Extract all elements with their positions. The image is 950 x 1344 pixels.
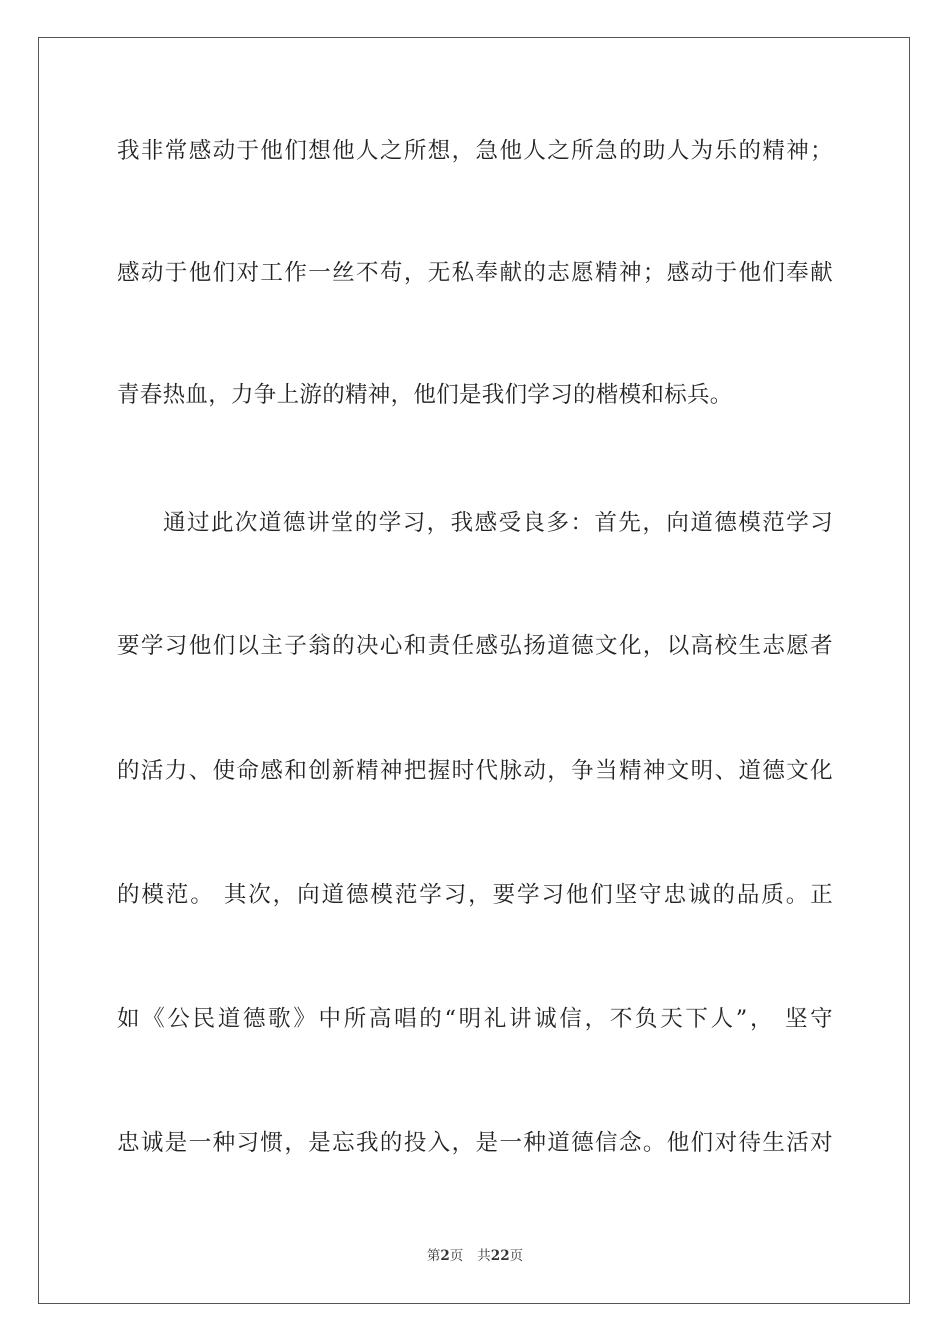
- body-text-line: 我非常感动于他们想他人之所想，急他人之所急的助人为乐的精神；: [117, 138, 833, 164]
- total-prefix: 共: [477, 1248, 491, 1264]
- body-text-line: 忠诚是一种习惯，是忘我的投入，是一种道德信念。他们对待生活对: [117, 1130, 833, 1156]
- body-text-line: 感动于他们对工作一丝不苟，无私奉献的志愿精神；感动于他们奉献: [117, 260, 833, 286]
- body-text-line: 的活力、使命感和创新精神把握时代脉动，争当精神文明、道德文化: [117, 758, 833, 784]
- page-footer: [0, 1246, 950, 1266]
- page-suffix: 页: [449, 1248, 464, 1264]
- page-number: 2: [440, 1248, 450, 1264]
- page-prefix: 第: [426, 1248, 441, 1264]
- paragraph-first-line: 通过此次道德讲堂的学习，我感受良多：首先，向道德模范学习: [163, 510, 833, 536]
- page-border: [38, 37, 910, 1304]
- body-text-line: 要学习他们以主子翁的决心和责任感弘扬道德文化，以高校生志愿者: [117, 633, 833, 659]
- body-text-line: 的模范。 其次，向道德模范学习，要学习他们坚守忠诚的品质。正: [117, 882, 833, 908]
- body-text-line: 如《公民道德歌》中所高唱的“明礼讲诚信，不负天下人”， 坚守: [117, 1006, 833, 1032]
- total-pages: 22: [490, 1248, 510, 1264]
- total-suffix: 页: [509, 1248, 524, 1264]
- body-text-line: 青春热血，力争上游的精神，他们是我们学习的楷模和标兵。: [117, 382, 733, 408]
